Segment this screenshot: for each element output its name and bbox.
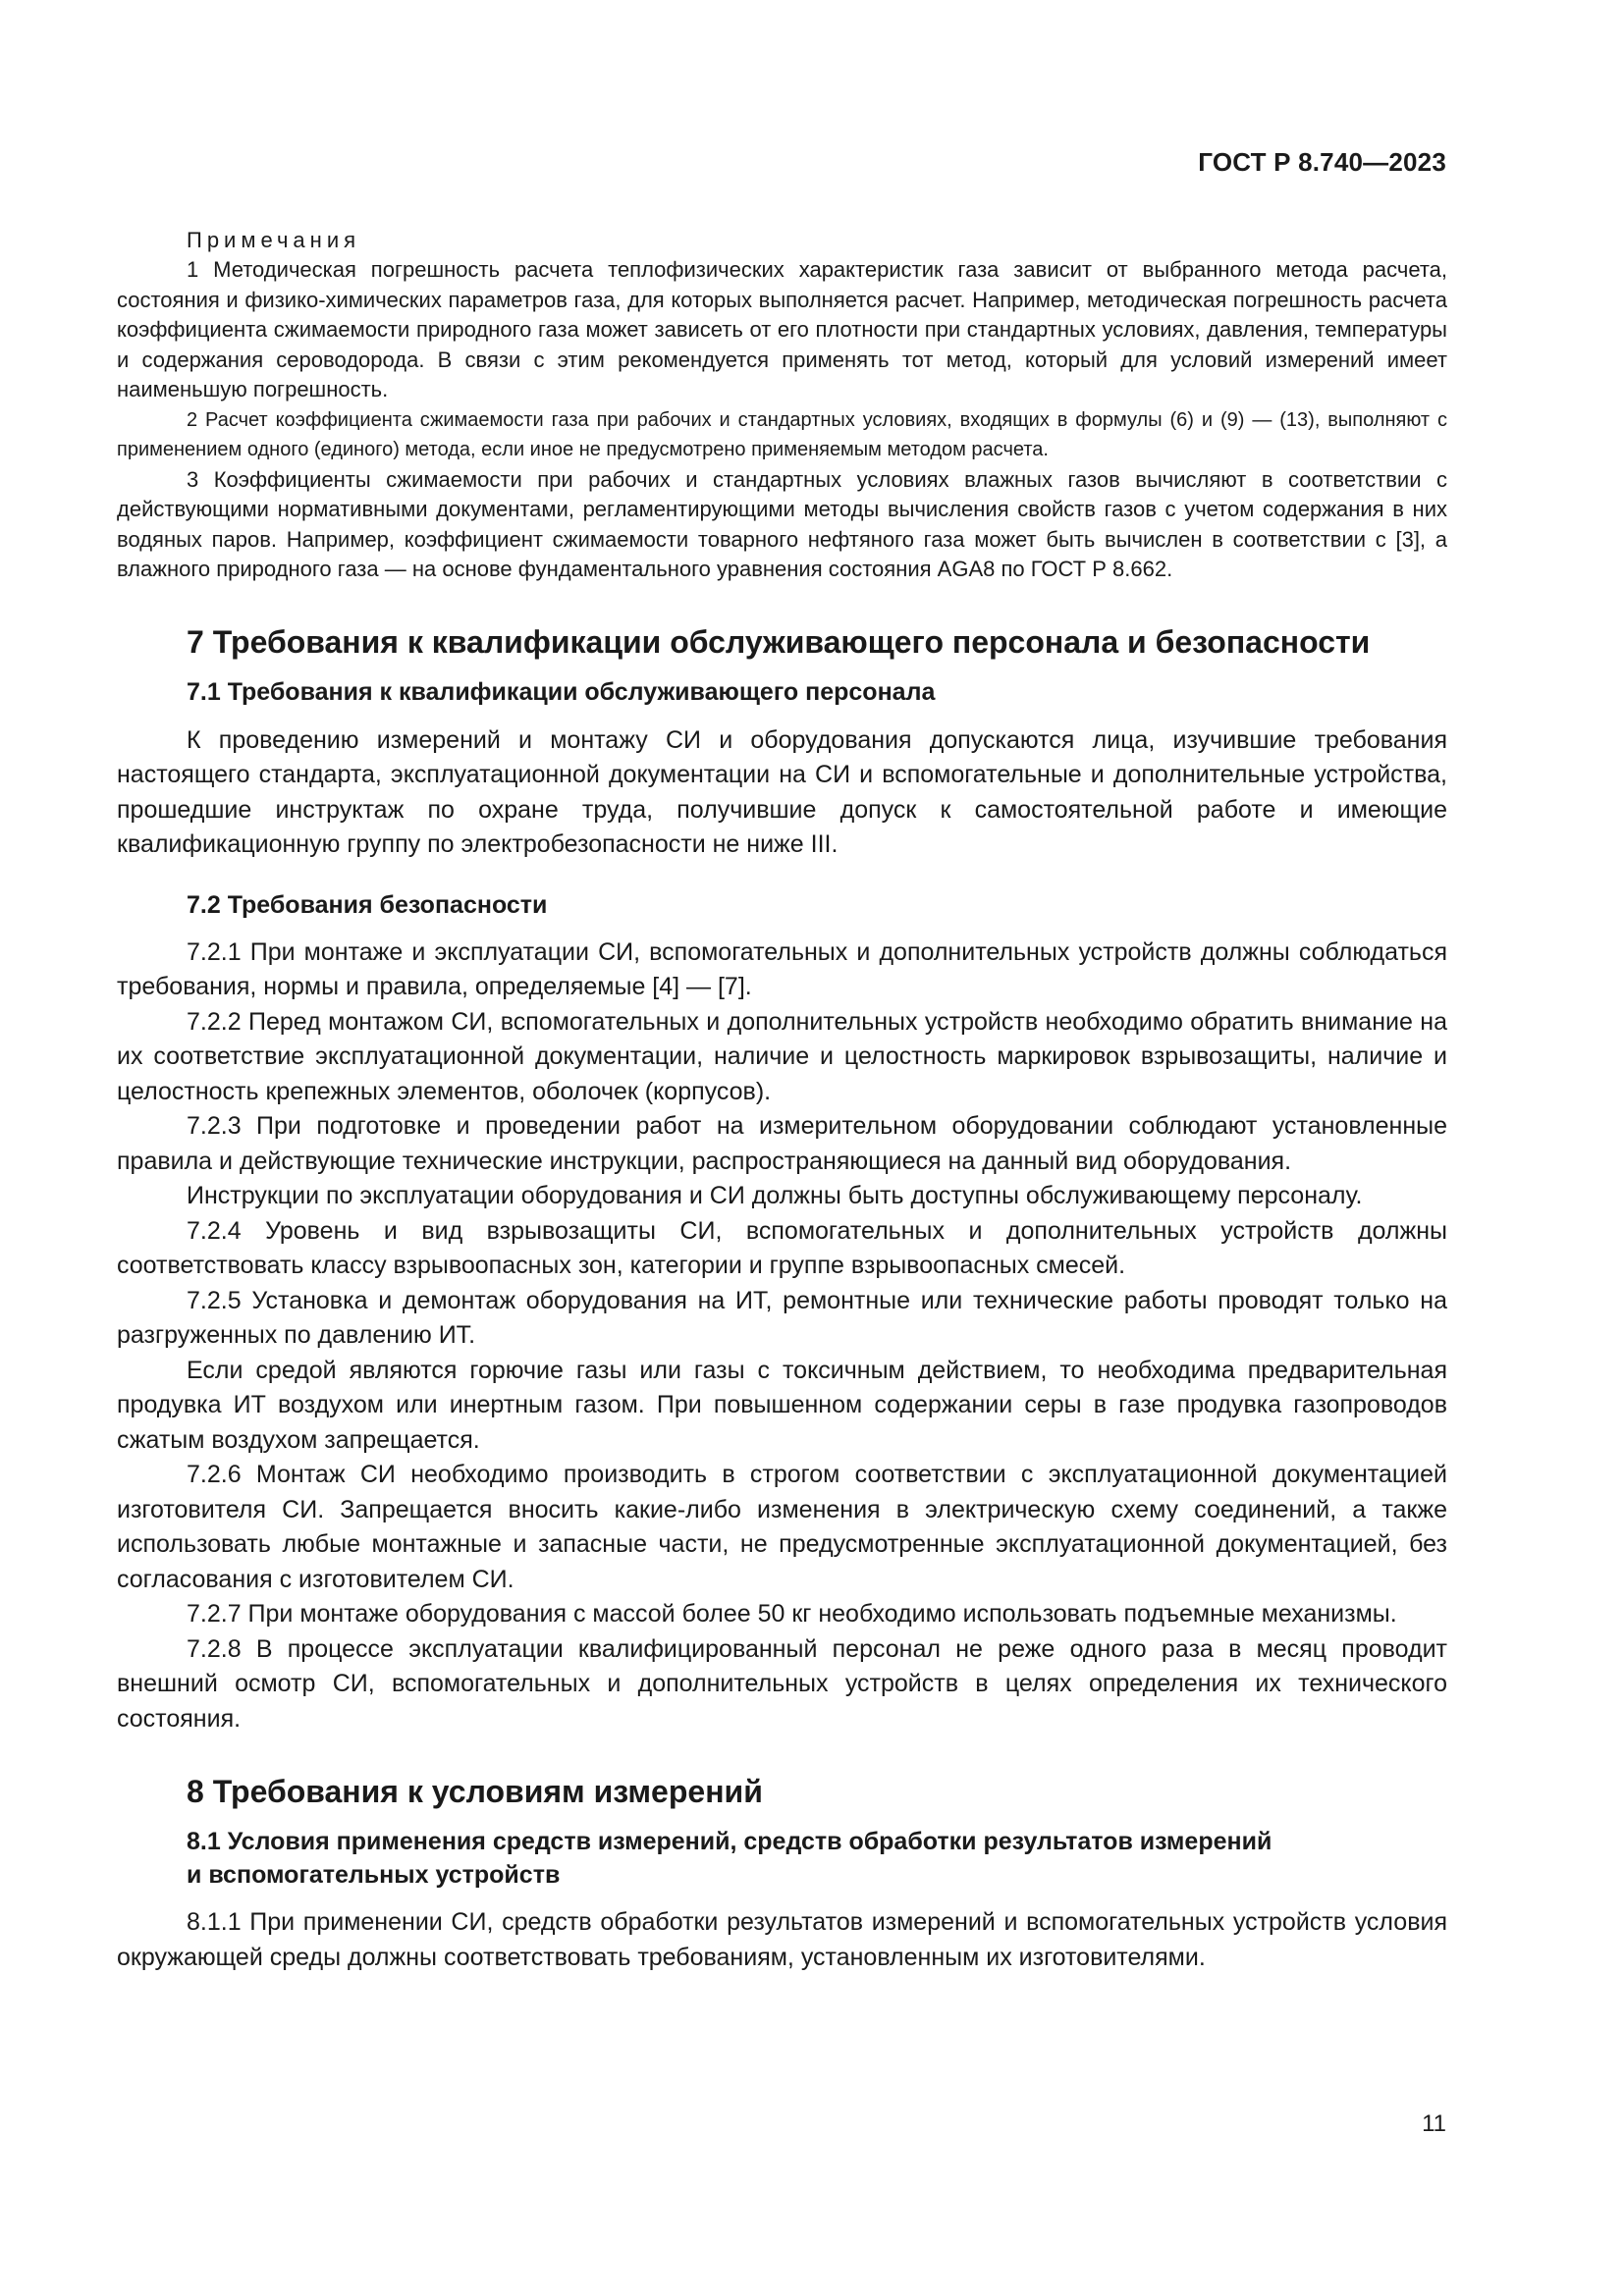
section-8-1-heading-line-1: 8.1 Условия применения средств измерений, средств обработки результатов измерений (187, 1828, 1272, 1855)
paragraph-7-2-3: 7.2.3 При подготовке и проведении работ на измерительном оборудовании соблюдают установленные правила и действующие технические инструкции, распространяющиеся на данный вид оборудования. (117, 1112, 1447, 1175)
section-7-1-heading: 7.1 Требования к квалификации обслуживающего персонала (187, 677, 936, 706)
paragraph-7-2-1: 7.2.1 При монтаже и эксплуатации СИ, вспомогательных и дополнительных устройств должны соблюдаться требования, нормы и правила, определяемые [4] — [7]. (117, 937, 1447, 1000)
paragraph-7-2-5: 7.2.5 Установка и демонтаж оборудования на ИТ, ремонтные или технические работы проводят только на разгруженных по давлению ИТ. (117, 1286, 1447, 1349)
document-id: ГОСТ Р 8.740—2023 (1198, 147, 1446, 177)
section-7-heading: 7 Требования к квалификации обслуживающего персонала и безопасности (187, 623, 1371, 660)
paragraph-7-2-6: 7.2.6 Монтаж СИ необходимо производить в строгом соответствии с эксплуатационной документацией изготовителя СИ. Запрещается вносить какие-либо изменения в электрическую схему соединений, а также использовать любые монтажные и запасные части, не предусмотренные эксплуатационной документацией, без согласования с изготовителем СИ. (117, 1461, 1447, 1593)
notes-title: Примечания (187, 228, 361, 252)
section-8-heading: 8 Требования к условиям измерений (187, 1774, 763, 1809)
note-3: 3 Коэффициенты сжимаемости при рабочих и стандартных условиях влажных газов вычисляют в соответствии с действующими нормативными документами, регламентирующими методы вычисления свойств газов с учетом содержания в них водяных паров. Например, коэффициент сжимаемости товарного нефтяного газа может быть вычислен в соответствии с [3], а влажного природного газа — на основе фундаментального уравнения состояния AGA8 по ГОСТ Р 8.662. (117, 466, 1447, 581)
note-2: 2 Расчет коэффициента сжимаемости газа при рабочих и стандартных условиях, входящих в формулы (6) и (9) — (13), выполняют с применением одного (единого) метода, если иное не предусмотрено применяемым методом расчета. (117, 408, 1447, 460)
paragraph-7-2-5-purge: Если средой являются горючие газы или газы с токсичным действием, то необходима предварительная продувка ИТ воздухом или инертным газом. При повышенном содержании серы в газе продувка газопроводов сжатым воздухом запрещается. (117, 1356, 1447, 1454)
paragraph-7-2-8: 7.2.8 В процессе эксплуатации квалифицированный персонал не реже одного раза в месяц проводит внешний осмотр СИ, вспомогательных и дополнительных устройств в целях определения их технического состояния. (117, 1634, 1447, 1733)
section-7-1-text: К проведению измерений и монтажу СИ и оборудования допускаются лица, изучившие требования настоящего стандарта, эксплуатационной документации на СИ и вспомогательные и дополнительные устройства, прошедшие инструктаж по охране труда, получившие допуск к самостоятельной работе и имеющие квалификационную группу по электробезопасности не ниже III. (117, 725, 1447, 858)
note-1: 1 Методическая погрешность расчета теплофизических характеристик газа зависит от выбранного метода расчета, состояния и физико-химических параметров газа, для которых выполняется расчет. Например, методическая погрешность расчета коэффициента сжимаемости природного газа может зависеть от его плотности при стандартных условиях, давления, температуры и содержания сероводорода. В связи с этим рекомендуется применять тот метод, который для условий измерений имеет наименьшую погрешность. (117, 257, 1447, 401)
section-7-2-body (117, 935, 1447, 1737)
paragraph-7-2-4: 7.2.4 Уровень и вид взрывозащиты СИ, вспомогательных и дополнительных устройств должны соответствовать классу взрывоопасных зон, категории и группе взрывоопасных смесей. (117, 1216, 1447, 1279)
section-8-1-heading-line-2: и вспомогательных устройств (187, 1861, 561, 1889)
paragraph-7-2-3-instructions: Инструкции по эксплуатации оборудования и СИ должны быть доступны обслуживающему персоналу. (187, 1182, 1363, 1209)
paragraph-7-2-7: 7.2.7 При монтаже оборудования с массой более 50 кг необходимо использовать подъемные механизмы. (187, 1600, 1397, 1628)
paragraph-8-1-1: 8.1.1 При применении СИ, средств обработки результатов измерений и вспомогательных устройств условия окружающей среды должны соответствовать требованиям, установленным их изготовителями. (117, 1908, 1447, 1971)
notes-block (117, 226, 1447, 585)
section-8-1-heading (117, 1825, 1447, 1892)
page-content (117, 226, 1447, 1975)
page-number: 11 (1422, 2110, 1446, 2137)
paragraph-7-2-2: 7.2.2 Перед монтажом СИ, вспомогательных и дополнительных устройств необходимо обратить внимание на их соответствие эксплуатационной документации, наличие и целостность маркировок взрывозащиты, наличие и целостность крепежных элементов, оболочек (корпусов). (117, 1007, 1447, 1105)
section-7-2-heading: 7.2 Требования безопасности (187, 890, 548, 919)
